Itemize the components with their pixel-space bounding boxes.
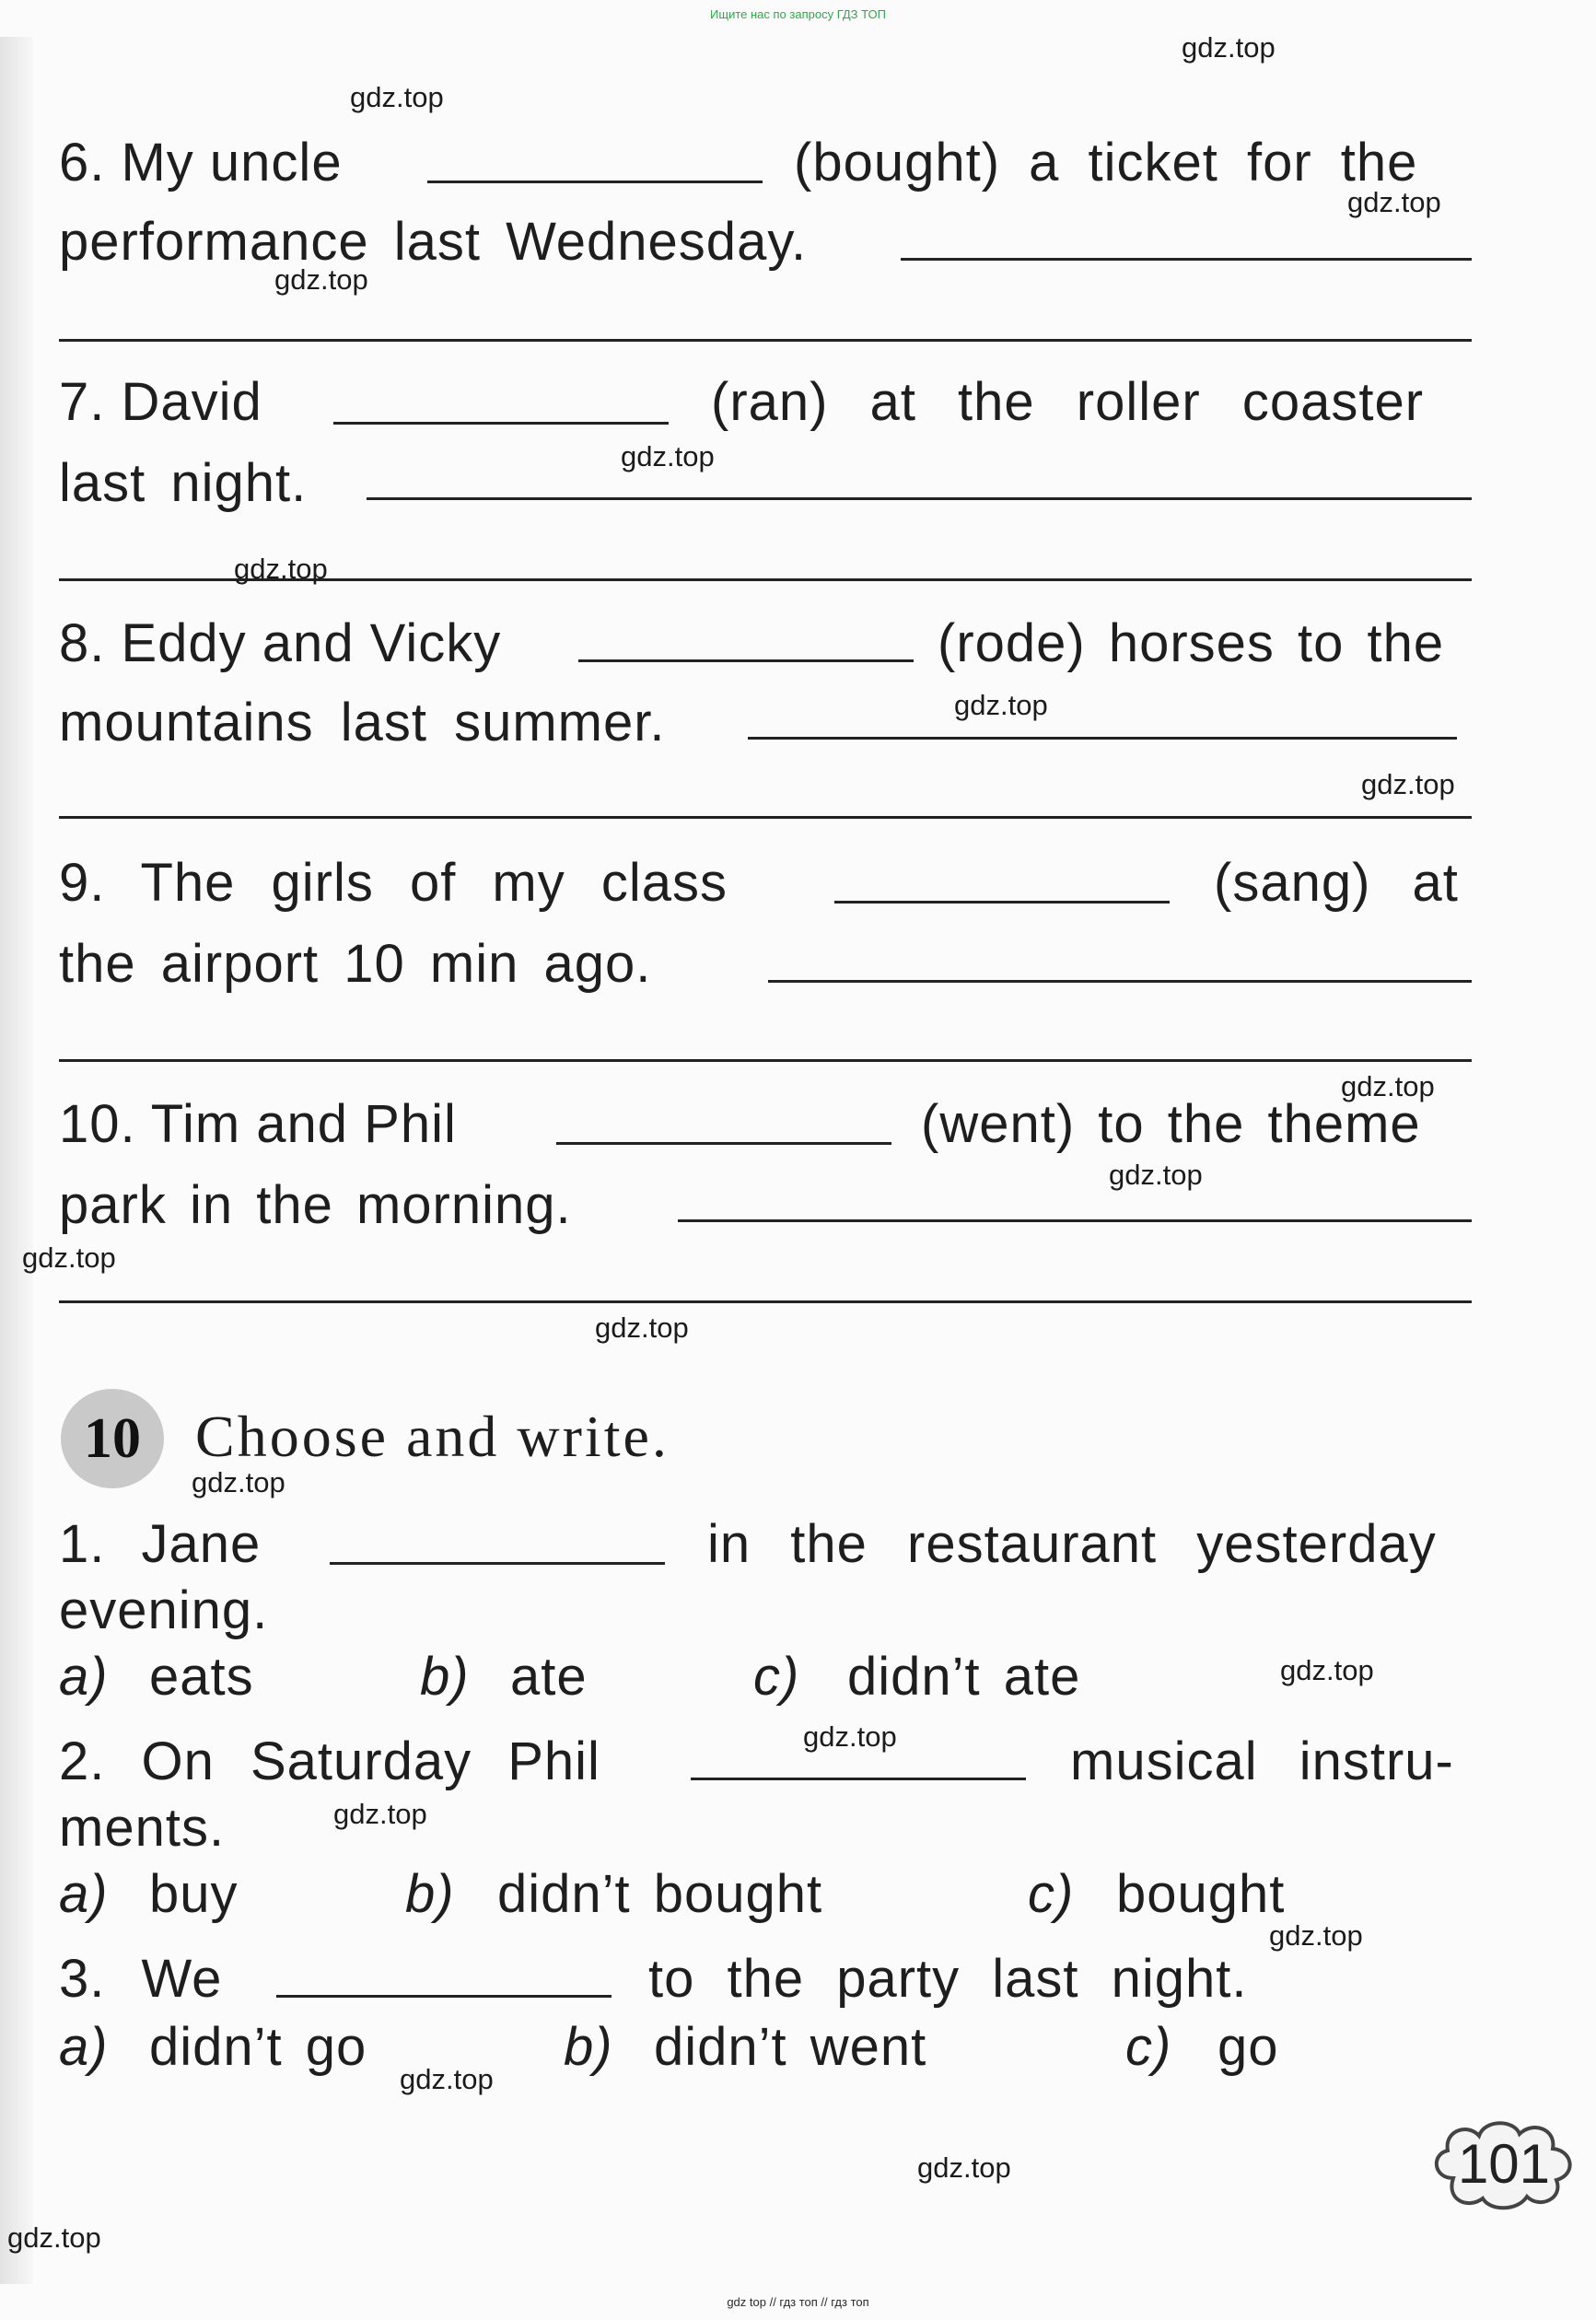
watermark: gdz.top — [1182, 31, 1276, 64]
q2-option-b-label: b) — [405, 1864, 455, 1924]
q3-option-c-label: c) — [1125, 2017, 1172, 2077]
item-9-answer-line-2[interactable] — [59, 1059, 1472, 1062]
q3-option-c[interactable]: go — [1217, 2017, 1279, 2077]
q1-text-b: in the restaurant yesterday — [707, 1514, 1437, 1574]
q3-blank[interactable] — [276, 1995, 612, 1998]
item-10-answer-line-2[interactable] — [59, 1300, 1472, 1303]
watermark: gdz.top — [274, 263, 368, 296]
watermark: gdz.top — [1347, 186, 1441, 218]
q2-option-b[interactable]: didn’t bought — [497, 1864, 823, 1924]
item-6-text-a: 6. My uncle — [59, 133, 343, 192]
exercise-number: 10 — [84, 1407, 141, 1470]
q2-blank[interactable] — [691, 1778, 1026, 1780]
item-8-text-a: 8. Eddy and Vicky — [59, 613, 502, 673]
q2-option-c-label: c) — [1028, 1864, 1075, 1924]
item-7-text-a: 7. David — [59, 372, 262, 432]
q1-blank[interactable] — [330, 1562, 665, 1565]
item-10-text-a: 10. Tim and Phil — [59, 1094, 457, 1154]
watermark: gdz.top — [400, 2063, 494, 2095]
item-6-answer-line-2[interactable] — [59, 339, 1472, 342]
page-number: 101 — [1457, 2133, 1551, 2195]
item-9-text-b: (sang) at — [1214, 853, 1459, 913]
bottom-note: gdz top // гдз топ // гдз топ — [727, 2295, 869, 2309]
item-9-text-a: 9. The girls of my class — [59, 853, 728, 913]
item-7-text-b: (ran) at the roller coaster — [711, 372, 1425, 432]
item-8-text-c: mountains last summer. — [59, 693, 666, 752]
watermark: gdz.top — [1341, 1070, 1435, 1102]
q3-option-a-label: a) — [59, 2017, 109, 2077]
q1-text-a: 1. Jane — [59, 1514, 262, 1574]
q1-option-b[interactable]: ate — [510, 1647, 588, 1707]
item-8-answer-line-1[interactable] — [748, 737, 1457, 740]
item-6-blank[interactable] — [427, 181, 763, 183]
item-8-text-b: (rode) horses to the — [938, 613, 1445, 673]
top-note: Ищите нас по запросу ГДЗ ТОП — [710, 7, 886, 21]
item-9-blank[interactable] — [834, 901, 1170, 904]
item-10-answer-line-1[interactable] — [678, 1219, 1472, 1222]
q2-option-c[interactable]: bought — [1116, 1864, 1286, 1924]
q3-option-b-label: b) — [564, 2017, 613, 2077]
q1-option-c[interactable]: didn’t ate — [847, 1647, 1081, 1707]
watermark: gdz.top — [1361, 768, 1455, 800]
q1-option-a[interactable]: eats — [149, 1647, 254, 1707]
watermark: gdz.top — [803, 1720, 897, 1753]
watermark: gdz.top — [595, 1312, 689, 1344]
watermark: gdz.top — [350, 81, 444, 113]
item-10-blank[interactable] — [556, 1142, 891, 1145]
q1-option-b-label: b) — [420, 1647, 470, 1707]
watermark: gdz.top — [621, 440, 715, 472]
q2-text-c: ments. — [59, 1798, 226, 1858]
watermark: gdz.top — [22, 1242, 116, 1274]
q2-text-b: musical instru- — [1070, 1731, 1454, 1791]
watermark: gdz.top — [1109, 1159, 1203, 1191]
watermark: gdz.top — [917, 2151, 1011, 2184]
item-7-blank[interactable] — [333, 422, 669, 425]
exercise-number-badge — [61, 1389, 164, 1488]
q3-text-a: 3. We — [59, 1949, 223, 2009]
item-6-answer-line-1[interactable] — [901, 258, 1472, 261]
q1-text-c: evening. — [59, 1580, 269, 1640]
q3-text-b: to the party last night. — [648, 1949, 1248, 2009]
item-6-text-b: (bought) a ticket for the — [794, 133, 1418, 192]
q1-option-a-label: a) — [59, 1647, 109, 1707]
item-8-blank[interactable] — [578, 659, 914, 662]
watermark: gdz.top — [192, 1466, 285, 1498]
item-9-answer-line-1[interactable] — [768, 980, 1472, 983]
q3-option-a[interactable]: didn’t go — [149, 2017, 367, 2077]
item-7-text-c: last night. — [59, 453, 308, 513]
item-8-answer-line-2[interactable] — [59, 816, 1472, 819]
q2-text-a: 2. On Saturday Phil — [59, 1731, 600, 1791]
watermark: gdz.top — [954, 689, 1048, 721]
page-edge-shadow — [0, 37, 33, 2284]
item-9-text-c: the airport 10 min ago. — [59, 934, 652, 994]
exercise-title: Choose and write. — [195, 1404, 670, 1469]
q1-option-c-label: c) — [753, 1647, 800, 1707]
item-6-text-c: performance last Wednesday. — [59, 212, 808, 272]
item-10-text-c: park in the morning. — [59, 1175, 572, 1235]
watermark: gdz.top — [234, 553, 328, 585]
q2-option-a[interactable]: buy — [149, 1864, 239, 1924]
watermark: gdz.top — [7, 2221, 101, 2254]
q2-option-a-label: a) — [59, 1864, 109, 1924]
watermark: gdz.top — [333, 1798, 427, 1830]
watermark: gdz.top — [1269, 1919, 1363, 1952]
item-10-text-b: (went) to the theme — [921, 1094, 1421, 1154]
q3-option-b[interactable]: didn’t went — [654, 2017, 927, 2077]
item-7-answer-line-1[interactable] — [367, 497, 1472, 500]
watermark: gdz.top — [1280, 1654, 1374, 1686]
